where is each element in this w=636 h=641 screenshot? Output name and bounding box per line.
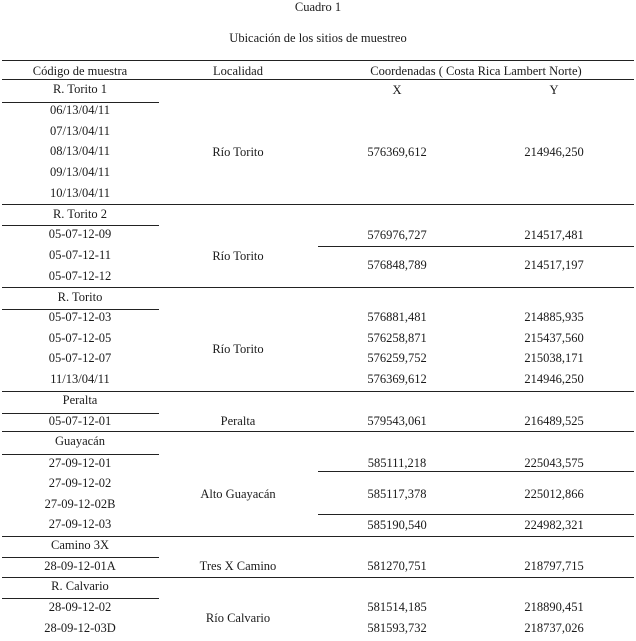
group-name: R. Torito 2 — [52, 207, 108, 221]
group-separator-rule — [2, 204, 634, 205]
coord-x: 576259,752 — [367, 351, 427, 365]
table-title: Ubicación de los sitios de muestreo — [229, 31, 407, 45]
group-separator-rule — [2, 577, 634, 578]
locality: Río Torito — [212, 145, 264, 159]
sample-code: 11/13/04/11 — [50, 372, 110, 386]
coord-y: 224982,321 — [524, 518, 584, 532]
sample-code: 05-07-12-07 — [48, 351, 112, 365]
coord-y: 218737,026 — [524, 621, 584, 635]
header-coordinates: Coordenadas ( Costa Rica Lambert Norte) — [370, 64, 582, 78]
sample-code: 07/13/04/11 — [50, 124, 110, 138]
group-name: R. Torito 1 — [52, 82, 108, 96]
sample-code: 08/13/04/11 — [50, 144, 110, 158]
sample-code: 27-09-12-02B — [44, 497, 116, 511]
coord-x: 576881,481 — [367, 310, 427, 324]
coord-x: 576258,871 — [367, 331, 427, 345]
coord-x: 581593,732 — [367, 621, 427, 635]
coord-x: 576369,612 — [367, 372, 427, 386]
group-name: R. Calvario — [51, 579, 109, 593]
sample-code: 05-07-12-03 — [48, 310, 112, 324]
group-name-underline — [2, 557, 159, 558]
sample-code: 06/13/04/11 — [50, 103, 110, 117]
coord-x: 579543,061 — [367, 414, 427, 428]
coord-y: 225043,575 — [524, 456, 584, 470]
locality: Alto Guayacán — [200, 487, 276, 501]
sample-code: 28-09-12-02 — [48, 600, 112, 614]
coord-x: 576848,789 — [367, 258, 427, 272]
coord-x: 585190,540 — [367, 518, 427, 532]
group-name-underline — [2, 225, 159, 226]
group-separator-rule — [2, 536, 634, 537]
coordinate-separator-rule — [318, 514, 634, 515]
sample-code: 05-07-12-12 — [48, 269, 112, 283]
sample-code: 05-07-12-01 — [48, 414, 112, 428]
coord-x: 581514,185 — [367, 600, 427, 614]
coord-y: 214517,481 — [524, 228, 584, 242]
sample-code: 05-07-12-05 — [48, 331, 112, 345]
locality: Río Torito — [212, 342, 264, 356]
coord-x: 585117,378 — [367, 487, 427, 501]
group-separator-rule — [2, 431, 634, 432]
sample-code: 27-09-12-01 — [48, 456, 112, 470]
coord-y: 216489,525 — [524, 414, 584, 428]
sample-code: 10/13/04/11 — [50, 186, 110, 200]
coord-y: 215437,560 — [524, 331, 584, 345]
coordinate-separator-rule — [318, 471, 634, 472]
group-name-underline — [2, 454, 159, 455]
coord-y: 215038,171 — [524, 351, 584, 365]
header-x: X — [392, 83, 402, 97]
group-name: Guayacán — [55, 434, 105, 448]
header-y: Y — [549, 83, 559, 97]
group-separator-rule — [2, 391, 634, 392]
coord-x: 576369,612 — [367, 145, 427, 159]
sample-code: 05-07-12-09 — [48, 227, 112, 241]
locality: Río Torito — [212, 249, 264, 263]
coord-y: 214517,197 — [524, 258, 584, 272]
sample-code: 05-07-12-11 — [48, 248, 112, 262]
header-rule — [2, 79, 634, 80]
sample-code: 28-09-12-03D — [44, 621, 116, 635]
sample-code: 28-09-12-01A — [44, 559, 116, 573]
table-number: Cuadro 1 — [294, 0, 342, 14]
locality: Tres X Camino — [199, 559, 277, 573]
header-locality: Localidad — [213, 64, 263, 78]
coordinate-separator-rule — [318, 246, 634, 247]
coord-y: 225012,866 — [524, 487, 584, 501]
coord-y: 214885,935 — [524, 310, 584, 324]
sample-code: 27-09-12-02 — [48, 476, 112, 490]
sample-code: 09/13/04/11 — [50, 165, 110, 179]
group-name: Peralta — [62, 393, 98, 407]
table-top-rule — [2, 60, 634, 61]
sample-code: 27-09-12-03 — [48, 517, 112, 531]
coord-y: 214946,250 — [524, 145, 584, 159]
coord-x: 581270,751 — [367, 559, 427, 573]
group-separator-rule — [2, 287, 634, 288]
coord-x: 576976,727 — [367, 228, 427, 242]
group-name: R. Torito — [57, 290, 103, 304]
locality: Peralta — [220, 414, 256, 428]
coord-y: 218797,715 — [524, 559, 584, 573]
locality: Río Calvario — [205, 611, 271, 625]
coord-y: 218890,451 — [524, 600, 584, 614]
header-sample-code: Código de muestra — [32, 64, 128, 78]
coord-y: 214946,250 — [524, 372, 584, 386]
coord-x: 585111,218 — [367, 456, 427, 470]
group-name-underline — [2, 598, 159, 599]
group-name: Camino 3X — [51, 538, 109, 552]
